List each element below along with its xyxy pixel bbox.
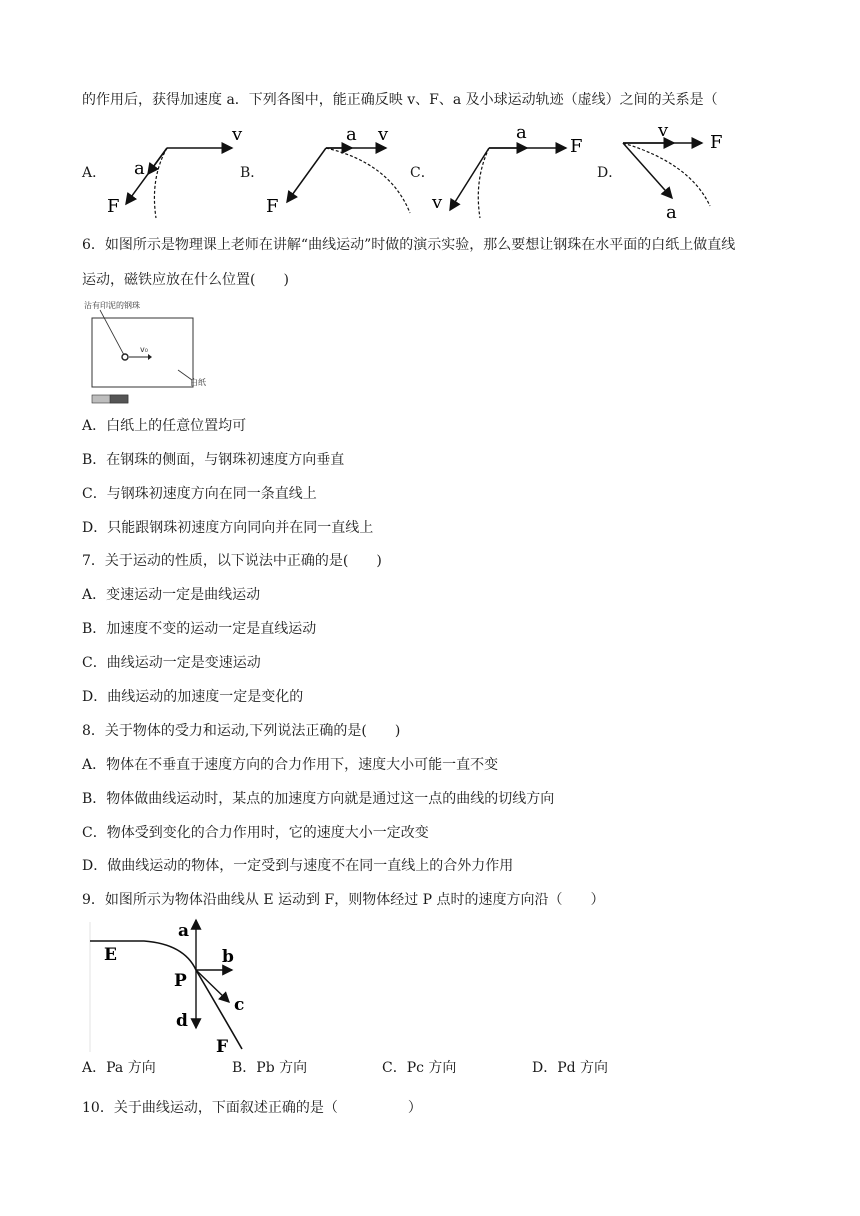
q5a-v-label: v bbox=[232, 124, 243, 145]
q5-stem: 的作用后，获得加速度 a．下列各图中，能正确反映 v、F、a 及小球运动轨迹（虚线）之间的关系是（ bbox=[82, 92, 718, 108]
q8-option-a: A．物体在不垂直于速度方向的合力作用下，速度大小可能一直不变 bbox=[82, 757, 499, 773]
q5-option-c-label: C． bbox=[410, 165, 435, 181]
q6-stem-line1: 6．如图所示是物理课上老师在讲解“曲线运动”时做的演示实验，那么要想让钢珠在水平面的白纸上做直线 bbox=[82, 237, 736, 253]
q9-option-d: D．Pd 方向 bbox=[532, 1060, 609, 1076]
q9-p-label: P bbox=[174, 971, 187, 991]
q5-figure-b bbox=[266, 124, 410, 217]
q7-option-d: D．曲线运动的加速度一定是变化的 bbox=[82, 689, 304, 705]
q5-option-a-label: A． bbox=[82, 165, 107, 181]
q5-option-d-label: D． bbox=[597, 165, 623, 181]
q9-stem: 9．如图所示为物体沿曲线从 E 运动到 F，则物体经过 P 点时的速度方向沿（ ） bbox=[82, 892, 605, 908]
q9-a-label: a bbox=[178, 921, 190, 941]
q7-stem: 7．关于运动的性质，以下说法中正确的是( ) bbox=[82, 553, 382, 569]
q9-f-label: F bbox=[216, 1037, 229, 1054]
q5a-f-label: F bbox=[107, 196, 120, 217]
q9-figure bbox=[84, 914, 264, 1054]
q9-option-c: C．Pc 方向 bbox=[382, 1060, 457, 1076]
q5c-v-label: v bbox=[432, 192, 443, 213]
q7-option-b: B．加速度不变的运动一定是直线运动 bbox=[82, 621, 317, 637]
q9-option-b: B．Pb 方向 bbox=[232, 1060, 308, 1076]
q5b-a-label: a bbox=[346, 124, 357, 145]
q6-option-a: A．白纸上的任意位置均可 bbox=[82, 418, 247, 434]
q9-b-label: b bbox=[222, 947, 234, 967]
q6-v0-label: v₀ bbox=[140, 345, 148, 354]
q9-c-label: c bbox=[234, 995, 245, 1015]
q6-option-c: C．与钢珠初速度方向在同一条直线上 bbox=[82, 486, 317, 502]
q5-figure-c bbox=[431, 122, 583, 218]
q5d-v-label: v bbox=[658, 120, 669, 141]
q5c-f-label: F bbox=[570, 136, 583, 157]
q9-option-a: A．Pa 方向 bbox=[82, 1060, 156, 1076]
q6-option-d: D．只能跟钢珠初速度方向同向并在同一直线上 bbox=[82, 520, 374, 536]
q5-figure-a bbox=[107, 124, 243, 218]
q5d-f-label: F bbox=[710, 132, 723, 153]
q7-option-c: C．曲线运动一定是变速运动 bbox=[82, 655, 261, 671]
q6-ball-label: 沾有印泥的钢珠 bbox=[84, 301, 140, 310]
q5b-f-label: F bbox=[266, 196, 279, 217]
q5d-a-label: a bbox=[666, 202, 677, 223]
q6-figure bbox=[80, 296, 210, 406]
q5c-a-label: a bbox=[516, 122, 527, 143]
q8-option-c: C．物体受到变化的合力作用时，它的速度大小一定改变 bbox=[82, 825, 429, 841]
q6-stem-line2: 运动，磁铁应放在什么位置( ) bbox=[82, 272, 289, 288]
q5a-a-label: a bbox=[134, 158, 145, 179]
q6-option-b: B．在钢珠的侧面，与钢珠初速度方向垂直 bbox=[82, 452, 345, 468]
q8-option-d: D．做曲线运动的物体，一定受到与速度不在同一直线上的合外力作用 bbox=[82, 858, 514, 874]
q7-option-a: A．变速运动一定是曲线运动 bbox=[82, 587, 261, 603]
q9-e-label: E bbox=[104, 945, 117, 965]
q5-option-b-label: B． bbox=[240, 165, 265, 181]
steel-ball bbox=[122, 354, 128, 360]
q8-stem: 8．关于物体的受力和运动,下列说法正确的是( ) bbox=[82, 723, 401, 739]
q5-figures bbox=[0, 118, 860, 223]
q6-paper-label: 白纸 bbox=[190, 378, 206, 387]
q8-option-b: B．物体做曲线运动时，某点的加速度方向就是通过这一点的曲线的切线方向 bbox=[82, 791, 555, 807]
q5-figure-d bbox=[623, 120, 723, 223]
q10-stem: 10．关于曲线运动，下面叙述正确的是（ ） bbox=[82, 1100, 422, 1116]
q5b-v-label: v bbox=[378, 124, 389, 145]
q9-d-label: d bbox=[176, 1011, 188, 1031]
